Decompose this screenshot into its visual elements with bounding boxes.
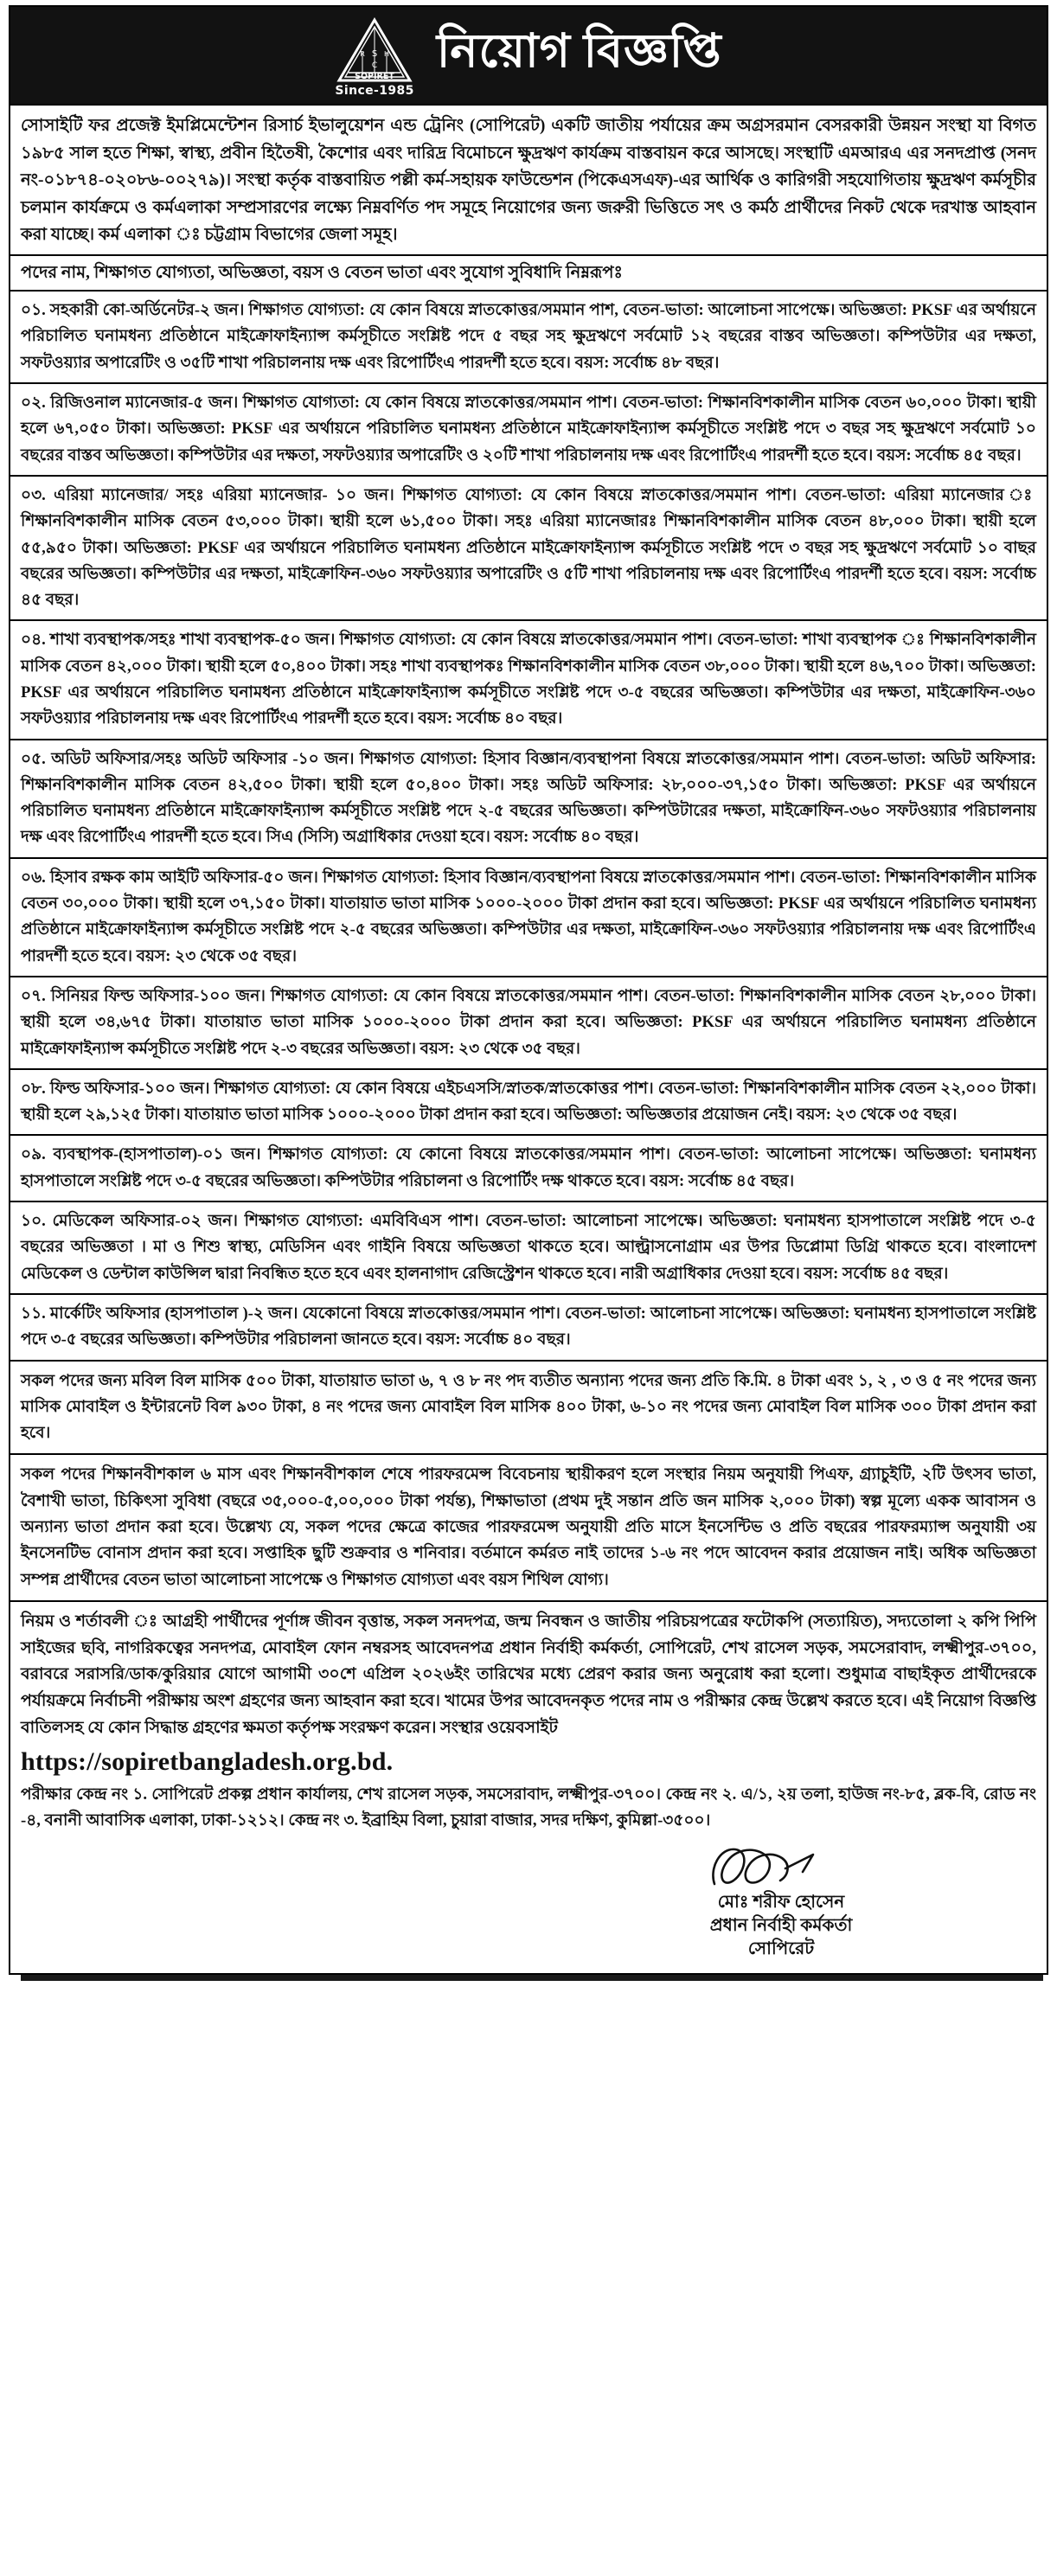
post-description: অডিট অফিসার/সহঃ অডিট অফিসার -১০ জন। শিক্ষাগত যোগ্যতা: হিসাব বিজ্ঞান/ব্যবস্থাপনা বিষয়ে স্নাতকোত্তর/সমমান পাশ। বেতন-ভাতা: অডিট অফিসার: শিক্ষানবিশকালীন মাসিক বেতন ৪২,৫০০ টাকা। স্থায়ী হলে ৫০,৪০০ টাকা। সহঃ অডিট অফিসার: ২৮,০০০-৩৭,১৫০ টাকা। অভিজ্ঞতা: PKSF এর অর্থায়নে পরিচালিত ঘনামধন্য প্রতিষ্ঠানে মাইক্রোফাইন্যান্স কর্মসূচীতে সংশ্লিষ্ট পদে ২-৫ বছরের অভিজ্ঞতা। কম্পিউটারের দক্ষতা, মাইক্রোফিন-৩৬০ সফটওয়্যার পরিচালনায় দক্ষ এবং রিপোর্টিংএ পারদর্শী হতে হবে। সিএ (সিসি) অগ্রাধিকার দেওয়া হবে। বয়স: সর্বোচ্চ ৪০ বছর। bbox=[21, 749, 1037, 847]
terms-heading: নিয়ম ও শর্তাবলী ঃ bbox=[21, 1612, 158, 1631]
signature-block bbox=[10, 1839, 1047, 1973]
post-item bbox=[10, 384, 1047, 475]
svg-text:R: R bbox=[360, 49, 365, 58]
signatory-name: মোঃ শরীফ হোসেন bbox=[717, 1892, 845, 1912]
post-item bbox=[10, 977, 1047, 1068]
svg-text:H: H bbox=[384, 49, 390, 58]
post-item bbox=[10, 1202, 1047, 1293]
circular-body bbox=[9, 106, 1048, 1975]
organization-logo bbox=[335, 17, 413, 98]
post-description: মেডিকেল অফিসার-০২ জন। শিক্ষাগত যোগ্যতা: এমবিবিএস পাশ। বেতন-ভাতা: আলোচনা সাপেক্ষে। অভিজ্ঞতা: ঘনামধন্য হাসপাতালে সংশ্লিষ্ট পদে ৩-৫ বছরের অভিজ্ঞতা । মা ও শিশু স্বাস্থ্য, মেডিসিন এবং গাইনি বিষয়ে অভিজ্ঞতা থাকতে হবে। আল্ট্রাসনোগ্রাম এর উপর ডিপ্লোমা ডিগ্রি থাকতে হবে। বাংলাদেশ মেডিকেল ও ডেন্টাল কাউন্সিল দ্বারা নিবন্ধিত হতে হবে এবং হালনাগাদ রেজিস্ট্রেশন থাকতে হবে। নারী অগ্রাধিকার দেওয়া হবে। বয়স: সর্বোচ্চ ৪৫ বছর। bbox=[21, 1212, 1036, 1283]
post-description: রিজিওনাল ম্যানেজার-৫ জন। শিক্ষাগত যোগ্যতা: যে কোন বিষয়ে স্নাতকোত্তর/সমমান পাশ। বেতন-ভাতা: শিক্ষানবিশকালীন মাসিক বেতন ৬০,০০০ টাকা। স্থায়ী হলে ৬৭,০৫০ টাকা। অভিজ্ঞতা: PKSF এর অর্থায়নে পরিচালিত ঘনামধন্য প্রতিষ্ঠানে মাইক্রোফাইন্যান্স কর্মসূচীতে সংশ্লিষ্ট পদে ৩ বছর সহ ক্ষুদ্রঋণে সর্বমোট ১০ বছরের বাস্তব অভিজ্ঞতা। কম্পিউটার এর দক্ষতা, সফটওয়্যার অপারেটিং ও ২০টি শাখা পরিচালনায় দক্ষ এবং রিপোর্টিংএ পারদর্শী হতে হবে। বয়স: সর্বোচ্চ ৪৫ বছর। bbox=[21, 394, 1036, 465]
signatory-organization: সোপিরেট bbox=[747, 1938, 815, 1958]
intro-paragraph: সোসাইটি ফর প্রজেক্ট ইমপ্লিমেন্টেশন রিসার্চ ইভালুয়েশন এন্ড ট্রেনিং (সোপিরেট) একটি জাতীয় পর্যায়ের ক্রম অগ্রসরমান বেসরকারী উন্নয়ন সংস্থা যা বিগত ১৯৮৫ সাল হতে শিক্ষা, স্বাস্থ্য, প্রবীন হিতৈষী, কৈশোর এবং দারিদ্র বিমোচনে ক্ষুদ্রঋণ কার্যক্রম বাস্তবায়ন করে আসছে। সংস্থাটি এমআরএ এর সনদপ্রাপ্ত (সনদ নং-০১৮৭৪-০২০৮৬-০০২৭৯)। সংস্থা কর্তৃক বাস্তবায়িত পল্লী কর্ম-সহায়ক ফাউন্ডেশন (পিকেএসএফ)-এর আর্থিক ও কারিগরী সহযোগিতায় ক্ষুদ্রঋণ কর্মসূচীর চলমান কার্যক্রমে ও কর্মএলাকা সম্প্রসারণের লক্ষ্যে নিম্নবর্ণিত পদ সমূহে নিয়োগের জন্য জরুরী ভিত্তিতে সৎ ও কর্মঠ প্রার্থীদের নিকট থেকে দরখাস্ত আহবান করা যাচ্ছে। কর্ম এলাকা ঃ চট্টগ্রাম বিভাগের জেলা সমূহ। bbox=[21, 117, 1036, 245]
page-shadow bbox=[21, 1975, 1043, 1981]
triangle-logo-icon bbox=[336, 17, 413, 83]
website-link[interactable]: https://sopiretbangladesh.org.bd. bbox=[21, 1746, 394, 1776]
post-description: ফিল্ড অফিসার-১০০ জন। শিক্ষাগত যোগ্যতা: যে কোন বিষয়ে এইচএসসি/স্নাতক/স্নাতকোত্তর পাশ। বেতন-ভাতা: শিক্ষানবিশকালীন মাসিক বেতন ২২,০০০ টাকা। স্থায়ী হলে ২৯,১২৫ টাকা। যাতায়াত ভাতা মাসিক ১০০০-২০০০ টাকা প্রদান করা হবে। অভিজ্ঞতা: অভিজ্ঞতার প্রয়োজন নেই। বয়স: ২৩ থেকে ৩৫ বছর। bbox=[21, 1079, 1036, 1125]
post-number: ০৭. bbox=[21, 986, 46, 1005]
post-number: ০৬. bbox=[21, 868, 46, 887]
post-number: ০৩. bbox=[21, 485, 46, 504]
post-description: এরিয়া ম্যানেজার/ সহঃ এরিয়া ম্যানেজার- ১০ জন। শিক্ষাগত যোগ্যতা: যে কোন বিষয়ে স্নাতকোত্তর/সমমান পাশ। বেতন-ভাতা: এরিয়া ম্যানেজার ঃ শিক্ষানবিশকালীন মাসিক বেতন ৫৩,০০০ টাকা। স্থায়ী হলে ৬১,৫০০ টাকা। সহঃ এরিয়া ম্যানেজারঃ শিক্ষানবিশকালীন মাসিক বেতন ৪৮,০০০ টাকা। স্থায়ী হলে ৫৫,৯৫০ টাকা। অভিজ্ঞতা: PKSF এর অর্থায়নে পরিচালিত ঘনামধন্য প্রতিষ্ঠানে মাইক্রোফাইন্যান্স কর্মসূচীতে সংশ্লিষ্ট পদে ৩ বছর সহ ক্ষুদ্রঋণে সর্বমোট ১০ বাছর বছরের অভিজ্ঞতা। কম্পিউটার এর দক্ষতা, মাইক্রোফিন-৩৬০ সফটওয়্যার অপারেটিং ও ৫টি শাখা পরিচালনায় দক্ষ এবং রিপোর্টিংএ পারদর্শী হতে হবে। বয়স: সর্বোচ্চ ৪৫ বছর। bbox=[21, 485, 1036, 610]
post-description: হিসাব রক্ষক কাম আইটি অফিসার-৫০ জন। শিক্ষাগত যোগ্যতা: হিসাব বিজ্ঞান/ব্যবস্থাপনা বিষয়ে স্নাতকোত্তর/সমমান পাশ। বেতন-ভাতা: শিক্ষানবিশকালীন মাসিক বেতন ৩০,০০০ টাকা। স্থায়ী হলে ৩৭,১৫০ টাকা। যাতায়াত ভাতা মাসিক ১০০০-২০০০ টাকা প্রদান করা হবে। অভিজ্ঞতা: PKSF এর অর্থায়নে পরিচালিত ঘনামধন্য প্রতিষ্ঠানে মাইক্রোফাইন্যান্স কর্মসূচীতে সংশ্লিষ্ট পদে ২-৫ বছরের অভিজ্ঞতা। কম্পিউটার এর দক্ষতা, মাইক্রোফিন-৩৬০ সফটওয়্যার পরিচালনায় দক্ষ এবং রিপোর্টিংএ পারদর্শী হতে হবে। বয়স: ২৩ থেকে ৩৫ বছর। bbox=[21, 868, 1036, 965]
section-subheading: পদের নাম, শিক্ষাগত যোগ্যতা, অভিজ্ঞতা, বয়স ও বেতন ভাতা এবং সুযোগ সুবিধাদি নিম্নরূপঃ bbox=[21, 263, 623, 282]
terms-and-conditions bbox=[10, 1602, 1047, 1746]
post-item bbox=[10, 740, 1047, 857]
signatory-role: প্রধান নির্বাহী কর্মকর্তা bbox=[709, 1915, 853, 1935]
post-item bbox=[10, 1070, 1047, 1135]
logo-since-label: Since-1985 bbox=[335, 83, 414, 98]
svg-text:C: C bbox=[371, 61, 378, 70]
svg-text:I: I bbox=[373, 37, 376, 47]
post-description: সিনিয়র ফিল্ড অফিসার-১০০ জন। শিক্ষাগত যোগ্যতা: যে কোন বিষয়ে স্নাতকোত্তর/সমমান পাশ। বেতন-ভাতা: শিক্ষানবিশকালীন মাসিক বেতন ২৮,০০০ টাকা। স্থায়ী হলে ৩৪,৬৭৫ টাকা। যাতায়াত ভাতা মাসিক ১০০০-২০০০ টাকা প্রদান করা হবে। অভিজ্ঞতা: PKSF এর অর্থায়নে পরিচালিত ঘনামধন্য প্রতিষ্ঠানে মাইক্রোফাইন্যান্স কর্মসূচীতে সংশ্লিষ্ট পদে ২-৩ বছরের অভিজ্ঞতা। বয়স: ২৩ থেকে ৩৫ বছর। bbox=[21, 986, 1036, 1058]
post-description: সহকারী কো-অর্ডিনেটর-২ জন। শিক্ষাগত যোগ্যতা: যে কোন বিষয়ে স্নাতকোত্তর/সমমান পাশ, বেতন-ভাতা: আলোচনা সাপেক্ষে। অভিজ্ঞতা: PKSF এর অর্থায়নে পরিচালিত ঘনামধন্য প্রতিষ্ঠানে মাইক্রোফাইন্যান্স কর্মসূচীতে সংশ্লিষ্ট পদে ৫ বছর সহ ক্ষুদ্রঋণে সর্বমোট ১২ বছরের বাস্তব অভিজ্ঞতা। কম্পিউটার এর দক্ষতা, সফটওয়্যার অপারেটিং ও ৩৫টি শাখা পরিচালনায় দক্ষ এবং রিপোর্টিংএ পারদর্শী হতে হবে। বয়স: সর্বোচ্চ ৪৮ বছর। bbox=[21, 301, 1036, 372]
post-item bbox=[10, 477, 1047, 619]
post-item bbox=[10, 1295, 1047, 1360]
terms-text: আগ্রহী পার্থীদের পূর্ণাঙ্গ জীবন বৃত্তান্ত, সকল সনদপত্র, জন্ম নিবন্ধন ও জাতীয় পরিচয়পত্রের ফটোকপি (সত্যায়িত), সদ্যতোলা ২ কপি পিপি সাইজের ছবি, নাগরিকত্বের সনদপত্র, মোবাইল ফোন নম্বরসহ আবেদনপত্র প্রধান নির্বাহী কর্মকর্তা, সোপিরেট, শেখ রাসেল সড়ক, সমসেরাবাদ, লক্ষ্মীপুর-৩৭০০, বরাবরে সরাসরি/ডাক/কুরিয়ার যোগে আগামী ৩০শে এপ্রিল ২০২৬ইং তারিখের মধ্যে প্রেরণ করার জন্য অনুরোধ করা হলো। শুধুমাত্র বাছাইকৃত প্রার্থীদেরকে পর্যায়ক্রমে নির্বাচনী পরীক্ষায় অংশ গ্রহণের জন্য আহবান করা হবে। খামের উপর আবেদনকৃত পদের নাম ও পরীক্ষার কেন্দ্র উল্লেখ করতে হবে। এই নিয়োগ বিজ্ঞপ্তি বাতিলসহ যে কোন সিদ্ধান্ত গ্রহণের ক্ষমতা কর্তৃপক্ষ সংরক্ষণ করেন। সংস্থার ওয়েবসাইট bbox=[21, 1612, 1036, 1737]
svg-text:SOPIRET: SOPIRET bbox=[355, 71, 394, 81]
post-number: ০৮. bbox=[21, 1079, 46, 1098]
post-item bbox=[10, 292, 1047, 382]
exam-centers: পরীক্ষার কেন্দ্র নং ১. সোপিরেট প্রকল্প প্রধান কার্যালয়, শেখ রাসেল সড়ক, সমসেরাবাদ, লক্ষ্মীপুর-৩৭০০। কেন্দ্র নং ২. এ/১, ২য় তলা, হাউজ নং-৮৫, ব্লক-বি, রোড নং -৪, বনানী আবাসিক এলাকা, ঢাকা-১২১২। কেন্দ্র নং ৩. ইব্রাহিম বিলা, চুয়ারা বাজার, সদর দক্ষিণ, কুমিল্লা-৩৫০০। bbox=[21, 1785, 1036, 1829]
post-number: ১১. bbox=[21, 1304, 46, 1323]
post-number: ০৯. bbox=[21, 1145, 46, 1164]
post-number: ০২. bbox=[21, 394, 46, 413]
post-item bbox=[10, 621, 1047, 738]
post-number: ০১. bbox=[21, 301, 46, 320]
allowances-note: সকল পদের জন্য মবিল বিল মাসিক ৫০০ টাকা, যাতায়াত ভাতা ৬, ৭ ও ৮ নং পদ ব্যতীত অন্যান্য পদের জন্য প্রতি কি.মি. ৪ টাকা এবং ১, ২ , ৩ ও ৫ নং পদের জন্য মাসিক মোবাইল ও ইন্টারনেট বিল ৯৩০ টাকা, ৪ নং পদের জন্য মোবাইল বিল মাসিক ৪০০ টাকা, ৬-১০ নং পদের জন্য মোবাইল বিল মাসিক ৩০০ টাকা প্রদান করা হবে। bbox=[21, 1371, 1036, 1443]
post-list bbox=[10, 292, 1047, 1361]
post-number: ১০. bbox=[21, 1212, 46, 1231]
post-description: ব্যবস্থাপক-(হাসপাতাল)-০১ জন। শিক্ষাগত যোগ্যতা: যে কোনো বিষয়ে স্নাতকোত্তর/সমমান পাশ। বেতন-ভাতা: আলোচনা সাপেক্ষে। অভিজ্ঞতা: ঘনামধন্য হাসপাতালে সংশ্লিষ্ট পদে ৩-৫ বছরের অভিজ্ঞতা। কম্পিউটার পরিচালনা ও রিপোর্টিং দক্ষ থাকতে হবে। বয়স: সর্বোচ্চ ৪৫ বছর। bbox=[21, 1145, 1036, 1190]
signature-mark-icon bbox=[699, 1842, 863, 1891]
post-description: শাখা ব্যবস্থাপক/সহঃ শাখা ব্যবস্থাপক-৫০ জন। শিক্ষাগত যোগ্যতা: যে কোন বিষয়ে স্নাতকোত্তর/সমমান পাশ। বেতন-ভাতা: শাখা ব্যবস্থাপক ঃ শিক্ষানবিশকালীন মাসিক বেতন ৪২,০০০ টাকা। স্থায়ী হলে ৫০,৪০০ টাকা। সহঃ শাখা ব্যবস্থাপকঃ শিক্ষানবিশকালীন মাসিক বেতন ৩৮,০০০ টাকা। স্থায়ী হলে ৪৬,৭০০ টাকা। অভিজ্ঞতা: PKSF এর অর্থায়নে পরিচালিত ঘনামধন্য প্রতিষ্ঠানে মাইক্রোফাইন্যান্স কর্মসূচীতে সংশ্লিষ্ট পদে ৩-৫ বছরের অভিজ্ঞতা। কম্পিউটার এর দক্ষতা, মাইক্রোফিন-৩৬০ সফটওয়্যার পরিচালনায় দক্ষ এবং রিপোর্টিংএ পারদর্শী হতে হবে। বয়স: সর্বোচ্চ ৪০ বছর। bbox=[21, 631, 1036, 728]
post-number: ০৫. bbox=[21, 749, 46, 768]
post-item bbox=[10, 859, 1047, 976]
page-title: নিয়োগ বিজ্ঞপ্তি bbox=[436, 25, 722, 77]
svg-text:S: S bbox=[371, 48, 378, 59]
post-number: ০৪. bbox=[21, 631, 46, 650]
header-banner bbox=[9, 5, 1048, 106]
post-item bbox=[10, 1136, 1047, 1201]
benefits-note: সকল পদের শিক্ষানবীশকাল ৬ মাস এবং শিক্ষানবীশকাল শেষে পারফরমেন্স বিবেচনায় স্থায়ীকরণ হলে সংস্থার নিয়ম অনুযায়ী পিএফ, গ্র্যাচুইটি, ২টি উৎসব ভাতা, বৈশাখী ভাতা, চিকিৎসা সুবিধা (বছরে ৩৫,০০০-৫,০০,০০০ টাকা পর্যন্ত), শিক্ষাভাতা (প্রথম দুই সন্তান প্রতি জন মাসিক ২,০০০ টাকা) স্বল্প মূল্যে একক আবাসন ও অন্যান্য ভাতা প্রদান করা হবে। উল্লেখ্য যে, সকল পদের ক্ষেত্রে কাজের পারফরমেন্স অনুযায়ী প্রতি মাসে ইনসেন্টিভ ও প্রতি বছরের পারফরম্যান্স অনুযায়ী ৩য় ইনসেনটিভ বোনাস প্রদান করা হবে। সপ্তাহিক ছুটি শুক্রবার ও শনিবার। বর্তমানে কর্মরত নাই তাদের ১-৬ নং পদে আবেদন করার প্রয়োজন নাই। অধিক অভিজ্ঞতা সম্পন্ন প্রার্থীদের বেতন ভাতা আলোচনা সাপেক্ষে ও শিক্ষাগত যোগ্যতা এবং বয়স শিথিল যোগ্য। bbox=[21, 1465, 1036, 1589]
post-description: মার্কেটিং অফিসার (হাসপাতাল )-২ জন। যেকোনো বিষয়ে স্নাতকোত্তর/সমমান পাশ। বেতন-ভাতা: আলোচনা সাপেক্ষে। অভিজ্ঞতা: ঘনামধন্য হাসপাতালে সংশ্লিষ্ট পদে ৩-৫ বছরের অভিজ্ঞতা। কম্পিউটার পরিচালনা জানতে হবে। বয়স: সর্বোচ্চ ৪০ বছর। bbox=[21, 1304, 1036, 1349]
